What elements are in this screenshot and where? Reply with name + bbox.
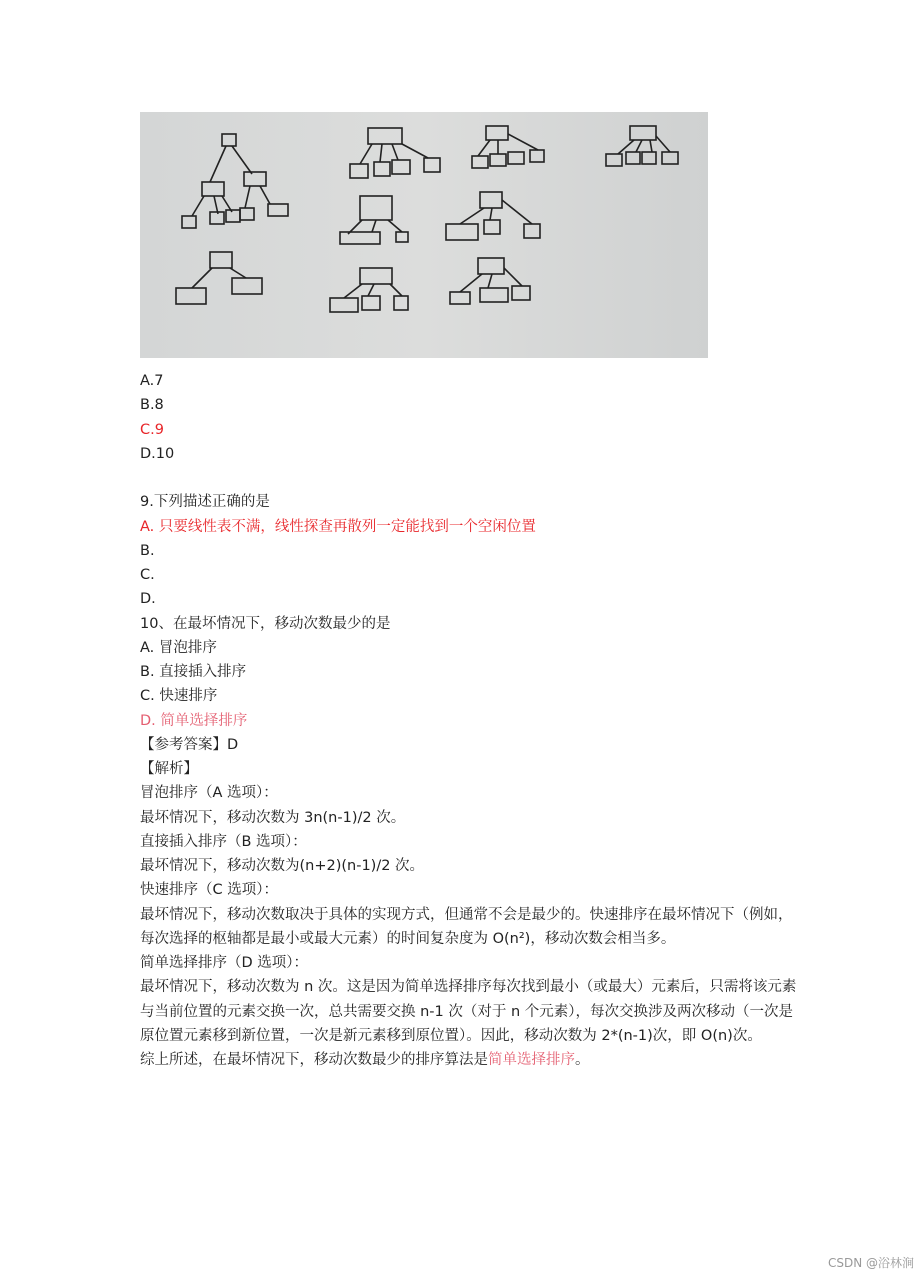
b-tree-sketch-photo	[140, 112, 708, 358]
q8-option-a: A.7	[140, 373, 164, 389]
hand-drawn-trees	[140, 112, 708, 358]
q9-option-c: C.	[140, 567, 155, 583]
q9-title: 9.下列描述正确的是	[140, 494, 270, 511]
analysis-selection-text: 最坏情况下，移动次数为 n 次。这是因为简单选择排序每次找到最小（或最大）元素后，只需将该元素与当前位置的元素交换一次，总共需要交换 n-1 次（对于 n 个元素），每次交换涉及两次移动（一次是原位置元素移到新位置，一次是新元素移到原位置）。因此，移动次数为 2*(n-1)次，即 O(n)次。	[140, 979, 797, 1044]
q10-option-c: C. 快速排序	[140, 688, 218, 705]
analysis-bubble-text: 最坏情况下，移动次数为 3n(n-1)/2 次。	[140, 809, 406, 826]
q8-option-d: D.10	[140, 445, 175, 462]
analysis-bubble-heading: 冒泡排序（A 选项）：	[140, 785, 278, 802]
q10-title: 10、在最坏情况下，移动次数最少的是	[140, 615, 391, 632]
conclusion-suffix: 。	[575, 1052, 590, 1068]
q10-option-b: B. 直接插入排序	[140, 664, 247, 680]
q9-option-a-correct: A. 只要线性表不满，线性探查再散列一定能找到一个空闲位置	[140, 518, 536, 535]
conclusion-prefix: 综上所述，在最坏情况下，移动次数最少的排序算法是	[140, 1052, 488, 1068]
q8-option-b: B.8	[140, 397, 164, 414]
q10-option-d-correct: D. 简单选择排序	[140, 712, 248, 729]
document-body	[140, 369, 800, 1072]
q8-option-c-correct: C.9	[140, 421, 164, 438]
analysis-insertion-text: 最坏情况下，移动次数为(n+2)(n-1)/2 次。	[140, 858, 425, 874]
q10-option-a: A. 冒泡排序	[140, 639, 217, 656]
conclusion-highlight: 简单选择排序	[488, 1052, 575, 1068]
q9-option-b: B.	[140, 542, 155, 559]
conclusion	[140, 1048, 800, 1072]
analysis-label: 【解析】	[140, 761, 198, 777]
csdn-watermark: CSDN @浴林涧	[827, 1256, 914, 1270]
reference-answer: 【参考答案】D	[140, 736, 239, 753]
analysis-quick-heading: 快速排序（C 选项）：	[140, 882, 278, 899]
analysis-selection-heading: 简单选择排序（D 选项）：	[140, 955, 309, 971]
analysis-quick-text: 最坏情况下，移动次数取决于具体的实现方式，但通常不会是最少的。快速排序在最坏情况下（例如，每次选择的枢轴都是最小或最大元素）的时间复杂度为 O(n²)，移动次数会相当多。	[140, 906, 793, 947]
q9-option-d: D.	[140, 591, 156, 608]
analysis-insertion-heading: 直接插入排序（B 选项）：	[140, 833, 307, 850]
